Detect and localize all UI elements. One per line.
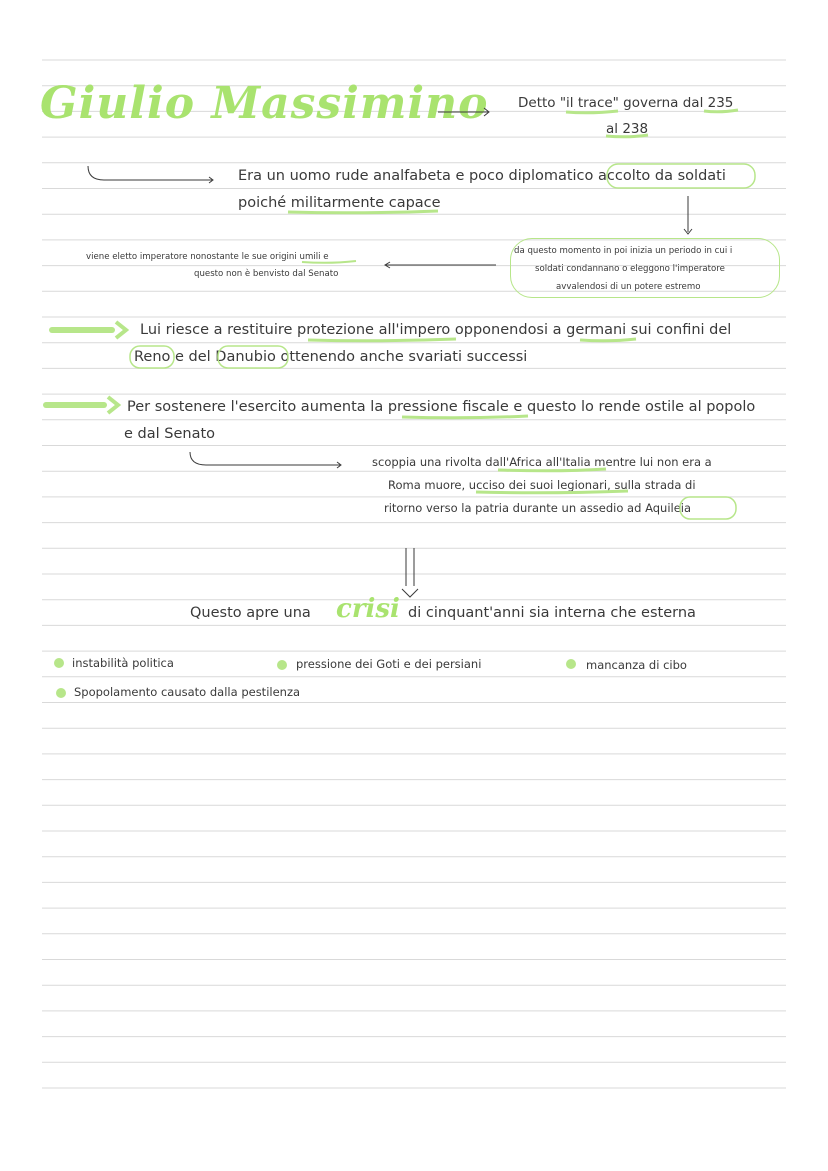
cloud-note-line3: avvalendosi di un potere estremo [556,282,701,292]
crisis-before: Questo apre una [190,605,311,621]
point1-line1: Lui riesce a restituire protezione all'impero opponendosi a germani sui confini del [140,322,732,338]
revolt-line2: Roma muore, ucciso dei suoi legionari, sulla strada di [388,478,696,492]
bullet-item-3: mancanza di cibo [586,658,687,672]
revolt-line1: scoppia una rivolta dall'Africa all'Italia mentre lui non era a [372,455,712,469]
header-note-line1: Detto "il trace" governa dal 235 [518,95,734,111]
bullet-dot [566,659,576,669]
page-title: Giulio Massimino [40,78,489,129]
header-note-line2: al 238 [606,121,649,137]
cloud-note-line1: da questo momento in poi inizia un periodo in cui i [514,246,733,256]
revolt-line3: ritorno verso la patria durante un assedio ad Aquileia [384,501,692,515]
intro-line2: poiché militarmente capace [238,195,441,211]
bullet-dot [54,658,64,668]
cloud-note-line2: soldati condannano o eleggono l'imperatore [535,264,725,274]
left-note-line1: viene eletto imperatore nonostante le sue origini umili e [86,252,329,262]
crisis-word: crisi [336,594,400,624]
point1-line2: Reno e del Danubio ottenendo anche svariati successi [134,349,528,365]
left-note-line2: questo non è benvisto dal Senato [194,269,339,279]
point2-line2: e dal Senato [124,426,216,442]
bullet-dot [56,688,66,698]
bullet-item-4: Spopolamento causato dalla pestilenza [74,685,301,699]
bullet-item-2: pressione dei Goti e dei persiani [296,657,482,671]
point2-line1: Per sostenere l'esercito aumenta la pressione fiscale e questo lo rende ostile al popolo [127,399,756,415]
crisis-after: di cinquant'anni sia interna che esterna [408,605,696,621]
bullet-item-1: instabilità politica [72,656,174,670]
intro-line1: Era un uomo rude analfabeta e poco diplomatico accolto da soldati [238,168,726,184]
bullet-dot [277,660,287,670]
